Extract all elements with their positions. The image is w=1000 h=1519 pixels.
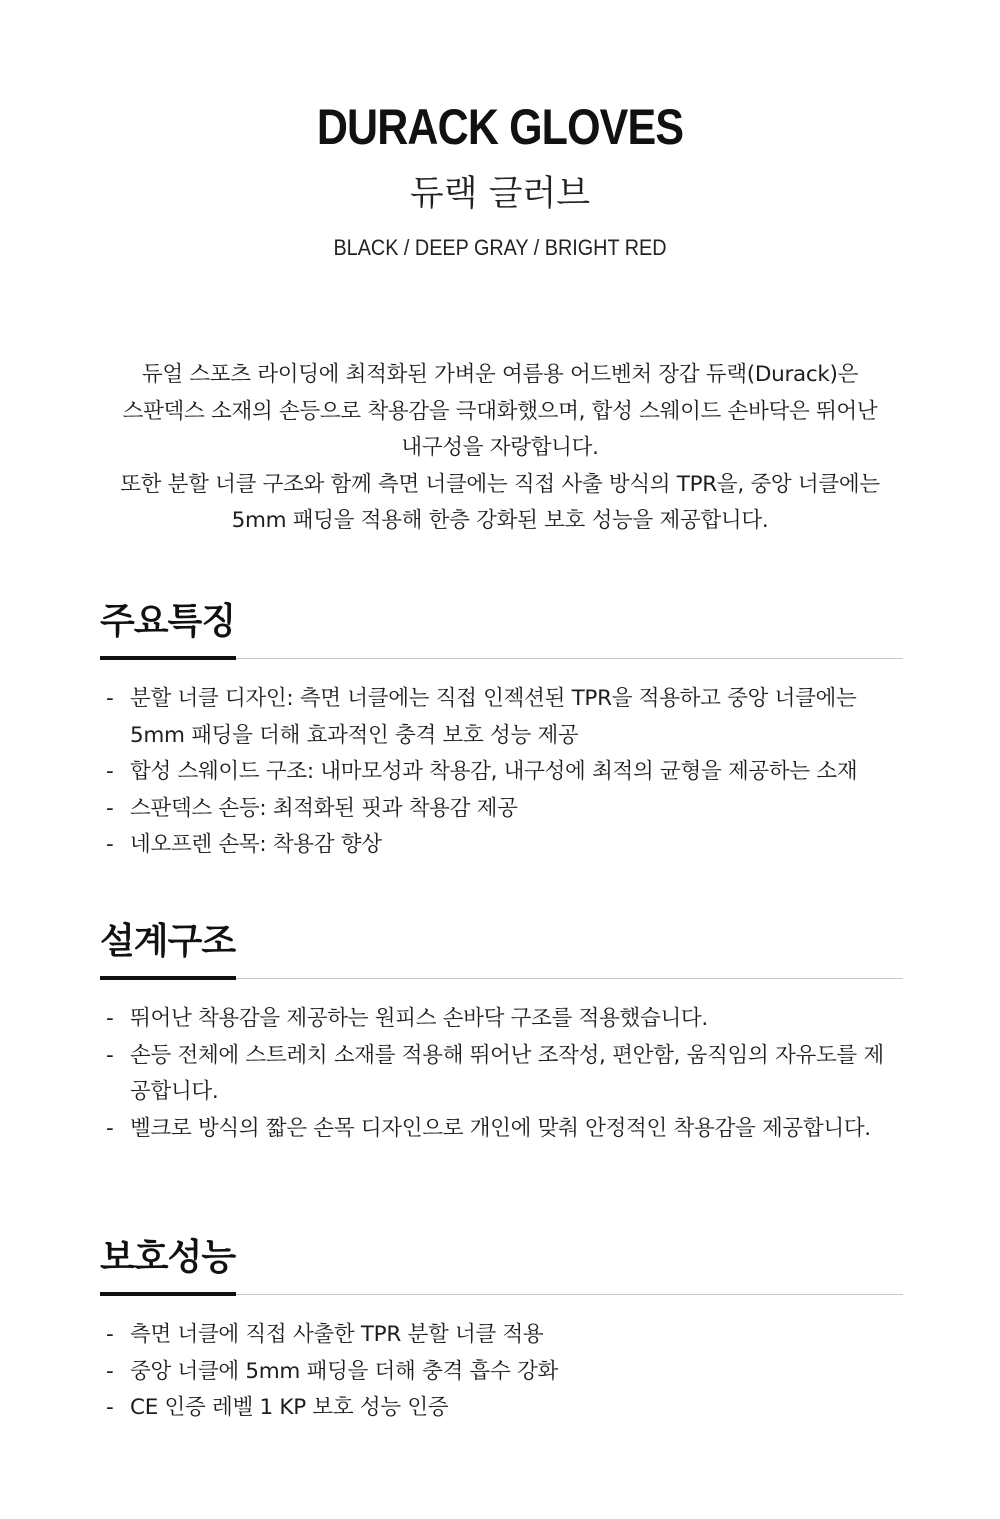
bullet-dash: - (106, 1006, 114, 1031)
bullet-dash: - (106, 795, 114, 821)
section-title: 주요특징 (100, 601, 236, 642)
list-item-text: CE 인증 레벨 1 KP 보호 성능 인증 (130, 1395, 449, 1420)
list-item-text: 뛰어난 착용감을 제공하는 원피스 손바닥 구조를 적용했습니다. (130, 1006, 708, 1031)
list-item (106, 754, 903, 791)
intro-line: 내구성을 자랑합니다. (401, 435, 599, 460)
section-title: 설계구조 (100, 921, 236, 962)
design-list (100, 1001, 903, 1147)
bullet-dash: - (106, 1322, 114, 1347)
product-color-options: BLACK / DEEP GRAY / BRIGHT RED (333, 235, 667, 260)
section-key-features (100, 600, 903, 864)
bullet-dash: - (106, 1115, 114, 1141)
intro-line: 또한 분할 너클 구조와 함께 측면 너클에는 직접 사출 방식의 TPR을, 중앙 너클에는 (120, 471, 880, 497)
list-item (106, 827, 903, 864)
bullet-dash: - (106, 1042, 114, 1068)
list-item-text: 분할 너클 디자인: 측면 너클에는 직접 인젝션된 TPR을 적용하고 중앙 너클에는 5mm 패딩을 더해 효과적인 충격 보호 성능 제공 (130, 686, 857, 748)
bullet-dash: - (106, 832, 114, 857)
list-item-text: 중앙 너클에 5mm 패딩을 더해 충격 흡수 강화 (130, 1358, 558, 1384)
bullet-dash: - (106, 759, 114, 784)
list-item (106, 1354, 903, 1391)
feature-list (100, 681, 903, 864)
product-title: DURACK GLOVES (316, 99, 684, 155)
list-item-text: 스판덱스 손등: 최적화된 핏과 착용감 제공 (130, 795, 518, 821)
section-protection (100, 1236, 903, 1427)
section-design-structure (100, 920, 903, 1147)
list-item (106, 1038, 903, 1111)
section-header (100, 920, 903, 979)
list-item-text: 벨크로 방식의 짧은 손목 디자인으로 개인에 맞춰 안정적인 착용감을 제공합니다. (130, 1115, 871, 1141)
section-title: 보호성능 (100, 1237, 236, 1278)
section-header (100, 600, 903, 659)
list-item (106, 1317, 903, 1354)
intro-line: 5mm 패딩을 적용해 한층 강화된 보호 성능을 제공합니다. (231, 508, 769, 533)
list-item-text: 합성 스웨이드 구조: 내마모성과 착용감, 내구성에 최적의 균형을 제공하는 소재 (130, 759, 858, 784)
section-title-underline (100, 1292, 236, 1296)
list-item-text: 측면 너클에 직접 사출한 TPR 분할 너클 적용 (130, 1322, 544, 1347)
product-intro (60, 357, 940, 540)
section-header (100, 1236, 903, 1295)
list-item-text: 네오프렌 손목: 착용감 향상 (130, 832, 382, 857)
intro-line: 듀얼 스포츠 라이딩에 최적화된 가벼운 여름용 어드벤처 장갑 듀랙(Durack)은 (141, 362, 859, 387)
list-item-text: 손등 전체에 스트레치 소재를 적용해 뛰어난 조작성, 편안함, 움직임의 자유도를 제공합니다. (130, 1042, 884, 1104)
protection-list (100, 1317, 903, 1427)
list-item (106, 1111, 903, 1148)
list-item (106, 791, 903, 828)
product-header (0, 96, 1000, 262)
list-item (106, 1001, 903, 1038)
section-title-underline (100, 656, 236, 660)
bullet-dash: - (106, 686, 114, 711)
list-item (106, 1390, 903, 1427)
intro-line: 스판덱스 소재의 손등으로 착용감을 극대화했으며, 합성 스웨이드 손바닥은 뛰어난 (122, 398, 878, 424)
list-item (106, 681, 903, 754)
product-subtitle: 듀랙 글러브 (409, 174, 591, 214)
section-title-underline (100, 976, 236, 980)
bullet-dash: - (106, 1395, 114, 1420)
bullet-dash: - (106, 1358, 114, 1384)
